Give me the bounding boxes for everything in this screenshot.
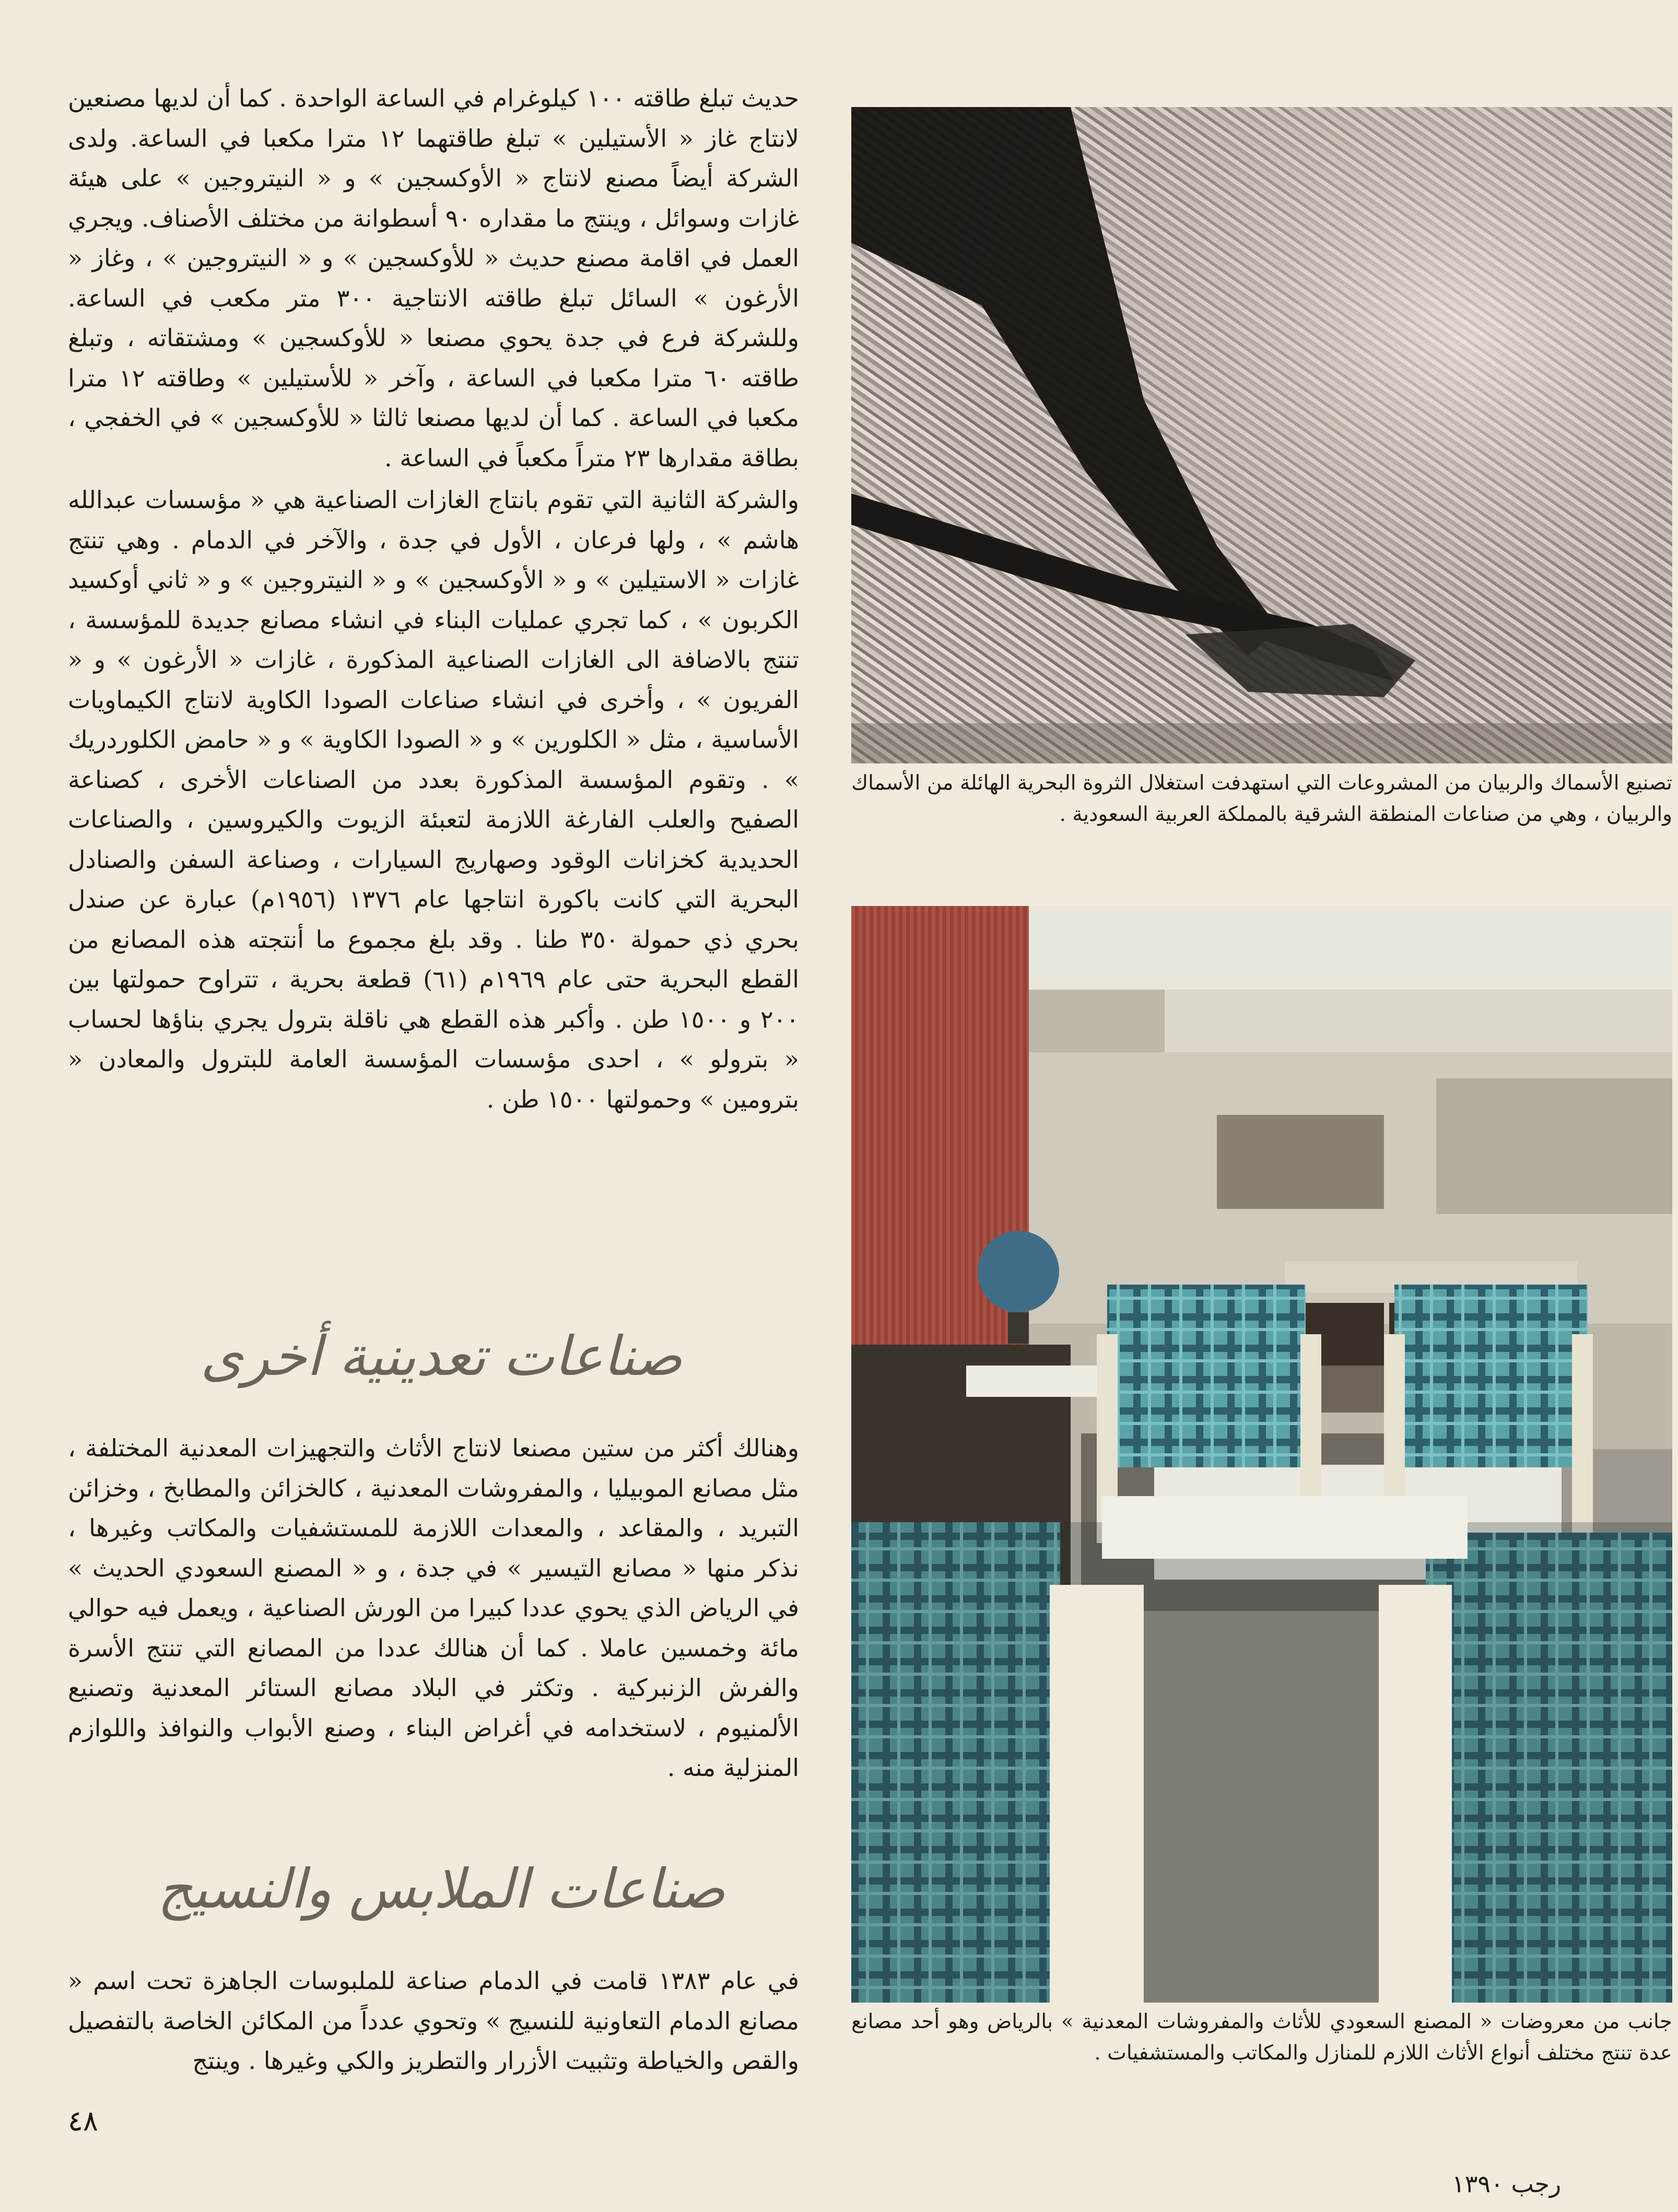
article-paragraph: وهنالك أكثر من ستين مصنعا لانتاج الأثاث والتجهيزات المعدنية المختلفة ، مثل مصانع الموبيليا ، والمفروشات المعدنية ، كالخزائن والمطابخ ، وخزائن التبريد ، والمقاعد ، والمعدات اللازمة للمستشفيات والمكاتب وغيرها ، نذكر منها « مصانع التيسير » في جدة ، و « المصنع السعودي الحديث » في الرياض الذي يحوي عددا كبيرا من الورش الصناعية ، ويعمل فيه حوالي مائة وخمسين عاملا . كما أن هنالك عددا من المصانع التي تنتج الأسرة والفرش الزنبركية . وتكثر في البلاد مصانع الستائر المعدنية وتصنيع الألمنيوم ، لاستخدامه في أغراض البناء ، وصنع الأبواب والنوافذ واللوازم المنزلية منه . [68,1434,799,1782]
page-number: ٤٨ [68,2104,99,2137]
section-heading-text: صناعات الملابس والنسيج [157,1857,725,1921]
issue-date: رجب ١٣٩٠ [1452,2170,1562,2198]
shrimp-photo [851,107,1672,763]
furniture-showroom-photo [851,906,1672,2003]
section-heading-mining [141,1326,742,1386]
article-paragraph: والشركة الثانية التي تقوم بانتاج الغازات الصناعية هي « مؤسسات عبدالله هاشم » ، ولها فرعان ، الأول في جدة ، والآخر في الدمام . وهي تنتج غازات « الاستيلين » و « الأوكسجين » و « النيتروجين » و « ثاني أوكسيد الكربون » ، كما تجري عمليات البناء في انشاء مصانع جديدة للمؤسسة ، تنتج بالاضافة الى الغازات الصناعية المذكورة ، غازات « الأرغون » و « الفريون » ، وأخرى في انشاء صناعات الصودا الكاوية لانتاج الكيماويات الأساسية ، مثل « الكلورين » و « الصودا الكاوية » و « حامض الكلوردريك » . وتقوم المؤسسة المذكورة بعدد من الصناعات الأخرى ، كصناعة الصفيح والعلب الفارغة اللازمة لتعبئة الزيوت والكيروسين ، والصناعات الحديدية كخزانات الوقود وصهاريج السيارات ، وصناعة السفن والصنادل البحرية التي كانت باكورة انتاجها عام ١٣٧٦ (١٩٥٦م) عبارة عن صندل بحري ذي حمولة ٣٥٠ طنا . وقد بلغ مجموع ما أنتجته هذه المصانع من القطع البحرية حتى عام ١٩٦٩م (٦١) قطعة بحرية ، تتراوح حمولتها بين ٢٠٠ و ١٥٠٠ طن . وأكبر هذه القطع هي ناقلة بترول يجري بناؤها لحساب « بترولو » ، احدى مؤسسات المؤسسة العامة للبترول والمعادن « بترومين » وحمولتها ١٥٠٠ طن . [68,486,799,1113]
article-column-top [68,78,799,1119]
article-column-middle [68,1428,799,1788]
article-paragraph: في عام ١٣٨٣ قامت في الدمام صناعة للملبوسات الجاهزة تحت اسم « مصانع الدمام التعاونية للنسيج » وتحوي عدداً من المكائن الخاصة بالتفصيل والقص والخياطة وتثبيت الأزرار والتطريز والكي وغيرها . وينتج [68,1967,799,2075]
shovel-illustration [851,107,1672,763]
article-paragraph: حديث تبلغ طاقته ١٠٠ كيلوغرام في الساعة الواحدة . كما أن لديها مصنعين لانتاج غاز « الأستيلين » تبلغ طاقتهما ١٢ مترا مكعبا في الساعة. ولدى الشركة أيضاً مصنع لانتاج « الأوكسجين » و « النيتروجين » على هيئة غازات وسوائل ، وينتج ما مقداره ٩٠ أسطوانة من مختلف الأصناف. ويجري العمل في اقامة مصنع حديث « للأوكسجين » و « النيتروجين » ، وغاز « الأرغون » السائل تبلغ طاقته الانتاجية ٣٠٠ متر مكعب في الساعة. وللشركة فرع في جدة يحوي مصنعا « للأوكسجين » ومشتقاته ، وتبلغ طاقته ٦٠ مترا مكعبا في الساعة ، وآخر « للأستيلين » وطاقته ١٢ مترا مكعبا في الساعة . كما أن لديها مصنعا ثالثا « للأوكسجين » في الخفجي ، بطاقة مقدارها ٢٣ متراً مكعباً في الساعة . [68,84,800,472]
showroom-illustration [851,906,1672,2003]
article-column-bottom [68,1961,799,2081]
section-heading-text: صناعات تعدينية أخرى [200,1324,683,1388]
section-heading-textiles [141,1859,742,1919]
shrimp-photo-caption: تصنيع الأسماك والربيان من المشروعات التي استهدفت استغلال الثروة البحرية الهائلة من الأسماك والربيان ، وهي من صناعات المنطقة الشرقية بالمملكة العربية السعودية . [851,771,1672,826]
furniture-photo-caption: جانب من معروضات « المصنع السعودي للأثاث والمفروشات المعدنية » بالرياض وهو أحد مصانع عدة تنتج مختلف أنواع الأثاث اللازم للمنازل والمكاتب والمستشفيات . [851,2010,1672,2065]
